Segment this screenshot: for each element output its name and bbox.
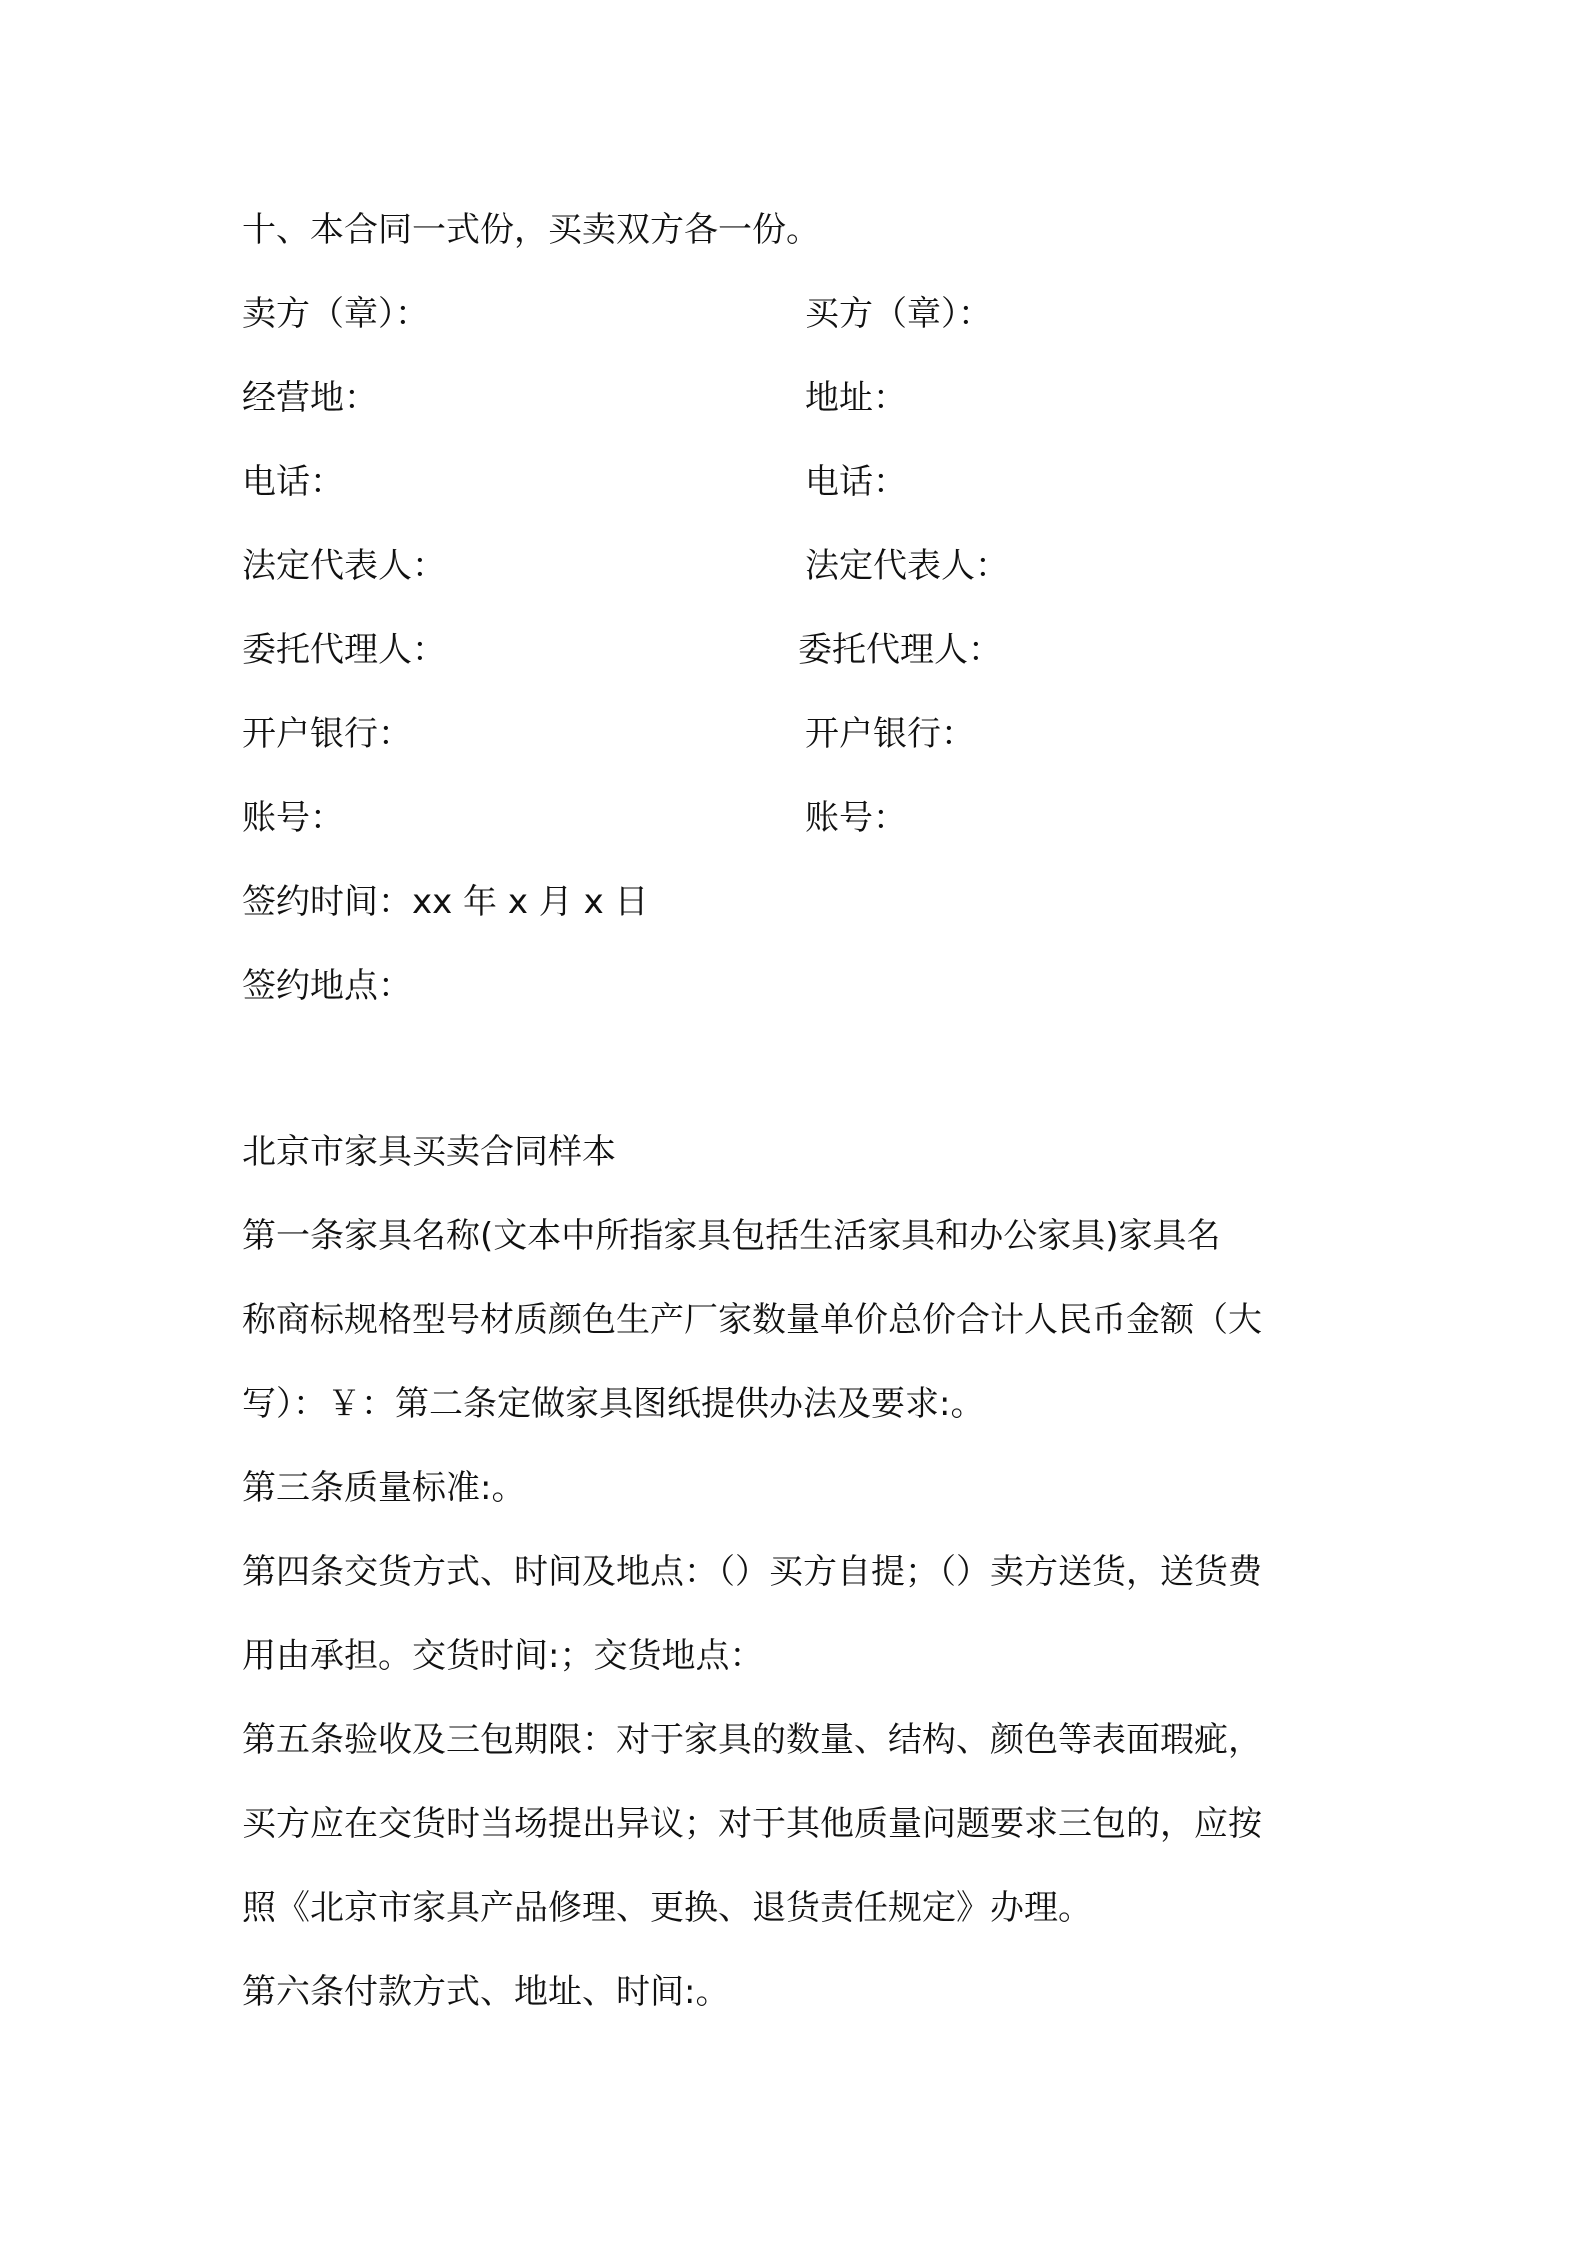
body-line: 称商标规格型号材质颜色生产厂家数量单价总价合计人民币金额（大 [242, 1300, 1262, 1340]
body-line: 第六条付款方式、地址、时间:。 [242, 1972, 730, 2012]
seller-phone-label: 电话： [242, 462, 344, 502]
buyer-legal-rep-label: 法定代表人： [805, 546, 1009, 586]
buyer-account-label: 账号： [805, 798, 907, 838]
body-line: 用由承担。交货时间:；交货地点： [242, 1636, 764, 1676]
signing-place: 签约地点： [242, 966, 412, 1006]
seller-bank-label: 开户银行： [242, 714, 412, 754]
seller-account-label: 账号： [242, 798, 344, 838]
body-line: 照《北京市家具产品修理、更换、退货责任规定》办理。 [242, 1888, 1092, 1928]
body-line: 买方应在交货时当场提出异议；对于其他质量问题要求三包的，应按 [242, 1804, 1262, 1844]
buyer-phone-label: 电话： [805, 462, 907, 502]
buyer-bank-label: 开户银行： [805, 714, 975, 754]
buyer-address-label: 地址： [805, 378, 907, 418]
sample-title: 北京市家具买卖合同样本 [242, 1132, 616, 1172]
clause-ten: 十、本合同一式份，买卖双方各一份。 [242, 210, 820, 250]
seller-seal-label: 卖方（章）： [242, 294, 429, 334]
buyer-agent-label: 委托代理人： [798, 630, 1002, 670]
signing-time: 签约时间：xx 年 x 月 x 日 [242, 882, 649, 922]
seller-agent-label: 委托代理人： [242, 630, 446, 670]
body-line: 第四条交货方式、时间及地点：（）买方自提；（）卖方送货，送货费 [242, 1552, 1262, 1592]
buyer-seal-label: 买方（章）： [805, 294, 992, 334]
seller-legal-rep-label: 法定代表人： [242, 546, 446, 586]
body-line: 第五条验收及三包期限：对于家具的数量、结构、颜色等表面瑕疵， [242, 1720, 1262, 1760]
seller-business-place-label: 经营地： [242, 378, 378, 418]
body-line: 写）：￥：第二条定做家具图纸提供办法及要求:。 [242, 1384, 985, 1424]
body-line: 第三条质量标准:。 [242, 1468, 526, 1508]
body-line: 第一条家具名称(文本中所指家具包括生活家具和办公家具)家具名 [242, 1216, 1221, 1256]
